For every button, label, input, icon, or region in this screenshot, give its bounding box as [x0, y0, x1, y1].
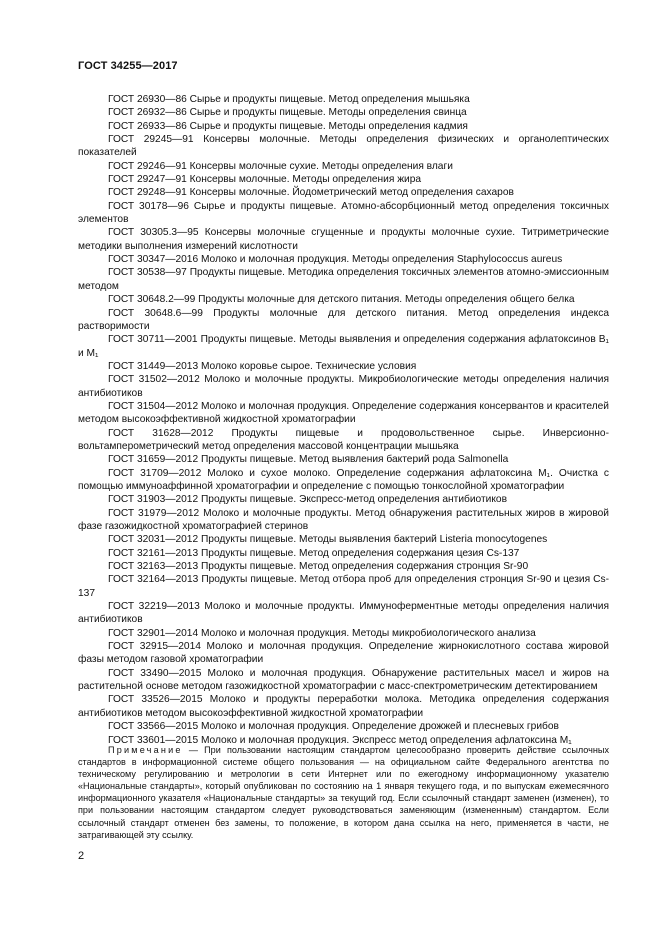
reference-item: ГОСТ 29248—91 Консервы молочные. Йодометрический метод определения сахаров: [108, 187, 514, 199]
reference-item: ГОСТ 29247—91 Консервы молочные. Методы определения жира: [108, 174, 422, 186]
reference-item: ГОСТ 30648.6—99 Продукты молочные для детского питания. Метод определения индекса растворимости: [78, 307, 609, 332]
reference-item: ГОСТ 31903—2012 Продукты пищевые. Экспресс-метод определения антибиотиков: [108, 494, 507, 506]
reference-item: ГОСТ 30305.3—95 Консервы молочные сгущенные и продукты молочные сухие. Титриметрические методики выполнения измерений кислотности: [78, 227, 609, 252]
reference-item: ГОСТ 31504—2012 Молоко и молочная продукция. Определение содержания консервантов и красителей методом высокоэффективной жидкостной хроматографии: [78, 400, 609, 426]
reference-item: ГОСТ 26930—86 Сырье и продукты пищевые. Метод определения мышьяка: [108, 94, 470, 105]
reference-item: ГОСТ 26933—86 Сырье и продукты пищевые. Методы определения кадмия: [108, 120, 468, 132]
reference-item: ГОСТ 32161—2013 Продукты пищевые. Метод определения содержания цезия Cs-137: [108, 547, 520, 559]
reference-item: ГОСТ 31709—2012 Молоко и сухое молоко. Определение содержания афлатоксина М₁. Очистка с помощью иммуноаффинной хроматографии и определение с помощью тонкослойной хроматографии: [78, 467, 609, 492]
reference-item: ГОСТ 32163—2013 Продукты пищевые. Метод определения содержания стронция Sr-90: [108, 561, 529, 573]
reference-item: ГОСТ 31979—2012 Молоко и молочные продукты. Метод обнаружения растительных жиров в жировой фазе газожидкостной хроматографией стеринов: [78, 507, 609, 532]
page-number: 2: [78, 850, 85, 862]
reference-item: ГОСТ 32915—2014 Молоко и молочная продукция. Определение жирнокислотного состава жировой фазы методом газовой хроматографии: [78, 641, 609, 666]
note-paragraph: [78, 744, 609, 841]
reference-item: ГОСТ 33601—2015 Молоко и молочная продукция. Экспресс метод определения афлатоксина М₁: [108, 734, 572, 746]
reference-item: ГОСТ 32901—2014 Молоко и молочная продукция. Методы микробиологического анализа: [108, 627, 536, 639]
reference-item: ГОСТ 32031—2012 Продукты пищевые. Методы выявления бактерий Listeria monocytogenes: [108, 534, 548, 546]
normative-references-list: [78, 93, 609, 747]
reference-item: ГОСТ 31449—2013 Молоко коровье сырое. Технические условия: [108, 360, 417, 372]
reference-item: ГОСТ 29245—91 Консервы молочные. Методы определения физических и органолептических показателей: [78, 134, 609, 159]
reference-item: ГОСТ 30711—2001 Продукты пищевые. Методы выявления и определения содержания афлатоксинов В₁ и М₁: [78, 334, 609, 359]
reference-item: ГОСТ 30178—96 Сырье и продукты пищевые. Атомно-абсорбционный метод определения токсичных элементов: [78, 200, 609, 226]
reference-item: ГОСТ 32219—2013 Молоко и молочные продукты. Иммуноферментные методы определения наличия антибиотиков: [78, 601, 609, 626]
reference-item: ГОСТ 31659—2012 Продукты пищевые. Метод выявления бактерий рода Salmonella: [108, 454, 509, 466]
document-header: ГОСТ 34255—2017: [78, 60, 178, 72]
reference-item: ГОСТ 26932—86 Сырье и продукты пищевые. Методы определения свинца: [108, 107, 467, 119]
reference-item: ГОСТ 30648.2—99 Продукты молочные для детского питания. Методы определения общего белка: [108, 294, 575, 306]
note-label: Примечание: [108, 745, 183, 755]
reference-item: ГОСТ 33566—2015 Молоко и молочная продукция. Определение дрожжей и плесневых грибов: [108, 721, 559, 733]
note-text: — При пользовании настоящим стандартом целесообразно проверить действие ссылочных стандартов в информационной системе общего пользования — на официальном сайте Федерального агентства по техническому регулированию и метрологии в сети Интернет или по ежегодному информационному указателю «Национальные стандарты», который опубликован по состоянию на 1 января текущего года, и по выпускам ежемесячного информационного указателя «Национальные стандарты» за текущий год. Если ссылочный стандарт заменен (изменен), то при пользовании настоящим стандартом следует руководствоваться заменяющим (измененным) стандартом. Если ссылочный стандарт отменен без замены, то положение, в котором дана ссылка на него, применяется в части, не затрагивающей эту ссылку.: [78, 745, 610, 840]
reference-item: ГОСТ 33526—2015 Молоко и продукты переработки молока. Методика определения содержания антибиотиков методом высокоэффективной жидкостной хроматографии: [78, 694, 609, 719]
reference-item: ГОСТ 30347—2016 Молоко и молочная продукция. Методы определения Staphylococcus aureus: [108, 254, 563, 266]
reference-item: ГОСТ 32164—2013 Продукты пищевые. Метод отбора проб для определения стронция Sr-90 и цезия Cs-137: [78, 574, 609, 599]
reference-item: ГОСТ 31502—2012 Молоко и молочные продукты. Микробиологические методы определения наличия антибиотиков: [78, 374, 609, 399]
reference-item: ГОСТ 30538—97 Продукты пищевые. Методика определения токсичных элементов атомно-эмиссионным методом: [78, 267, 609, 292]
reference-item: ГОСТ 29246—91 Консервы молочные сухие. Методы определения влаги: [108, 160, 453, 172]
reference-item: ГОСТ 33490—2015 Молоко и молочная продукция. Обнаружение растительных масел и жиров на растительной основе методом газожидкостной хроматографии с масс-спектрометрическим детектированием: [78, 667, 609, 693]
reference-item: ГОСТ 31628—2012 Продукты пищевые и продовольственное сырье. Инверсионно-вольтамперометрический метод определения массовой концентрации мышьяка: [78, 427, 609, 452]
